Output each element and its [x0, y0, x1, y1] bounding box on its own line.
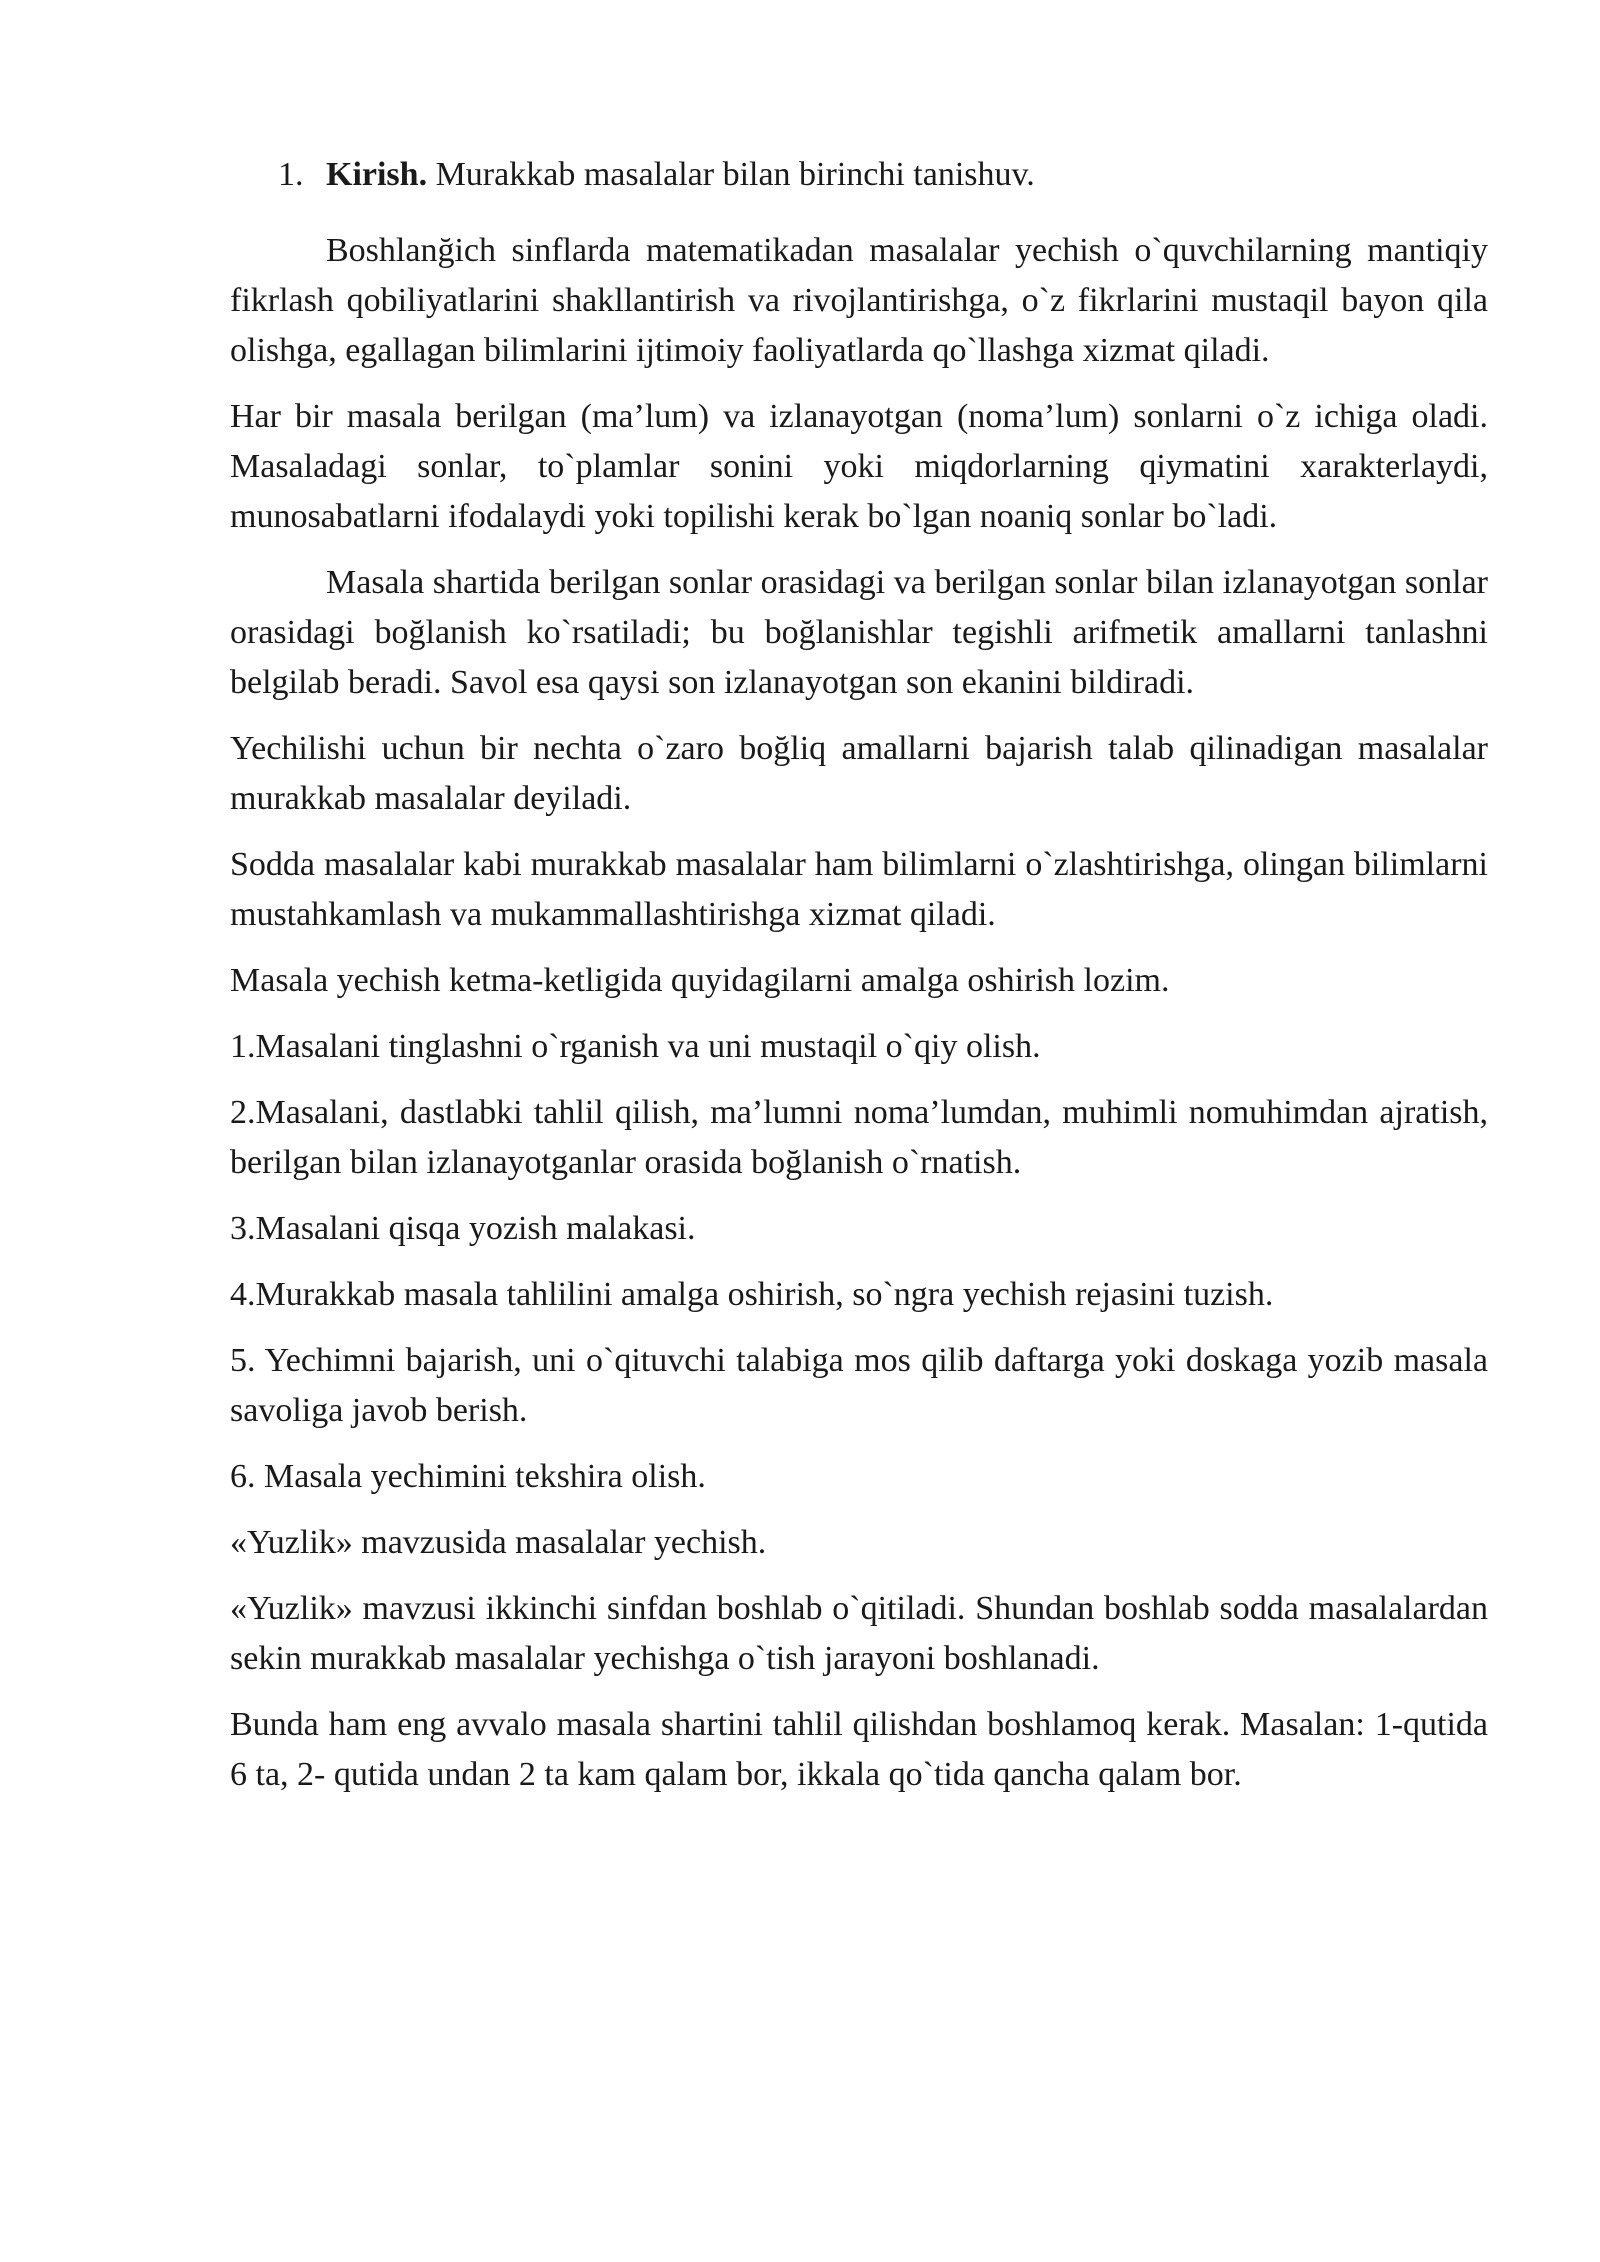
list-item-step-1: 1.Masalani tinglashni o`rganish va uni mustaqil o`qiy olish.	[230, 1028, 1041, 1065]
paragraph-condition: Masala shartida berilgan sonlar orasidagi va berilgan sonlar bilan izlanayotgan sonlar orasidagi boğlanish ko`rsatiladi; bu boğlanishlar tegishli arifmetik amallarni tanlashni belgilab beradi. Savol esa qaysi son izlanayotgan son ekanini bildiradi.	[230, 564, 1488, 701]
list-item-step-2: 2.Masalani, dastlabki tahlil qilish, ma’lumni noma’lumdan, muhimli nomuhimdan ajratish, berilgan bilan izlanayotganlar orasida boğlanish o`rnatish.	[230, 1094, 1488, 1181]
list-item-step-4: 4.Murakkab masala tahlilini amalga oshirish, so`ngra yechish rejasini tuzish.	[230, 1276, 1274, 1313]
paragraph-intro: Boshlanğich sinflarda matematikadan masalalar yechish o`quvchilarning mantiqiy fikrlash qobiliyatlarini shakllantirish va rivojlantirishga, o`z fikrlarini mustaqil bayon qila olishga, egallagan bilimlarini ijtimoiy faoliyatlarda qo`llashga xizmat qiladi.	[230, 232, 1488, 369]
list-item-step-5: 5. Yechimni bajarish, uni o`qituvchi talabiga mos qilib daftarga yoki doskaga yozib masala savoliga javob berish.	[230, 1342, 1488, 1429]
heading-subtitle: Murakkab masalalar bilan birinchi tanishuv.	[427, 156, 1035, 193]
paragraph-yuzlik-title: «Yuzlik» mavzusida masalalar yechish.	[230, 1524, 767, 1561]
list-item-step-6: 6. Masala yechimini tekshira olish.	[230, 1458, 706, 1495]
paragraph-known-unknown: Har bir masala berilgan (ma’lum) va izlanayotgan (noma’lum) sonlarni o`z ichiga oladi. Masaladagi sonlar, to`plamlar sonini yoki miqdorlarning qiymatini xarakterlaydi, munosabatlarni ifodalaydi yoki topilishi kerak bo`lgan noaniq sonlar bo`ladi.	[230, 398, 1488, 535]
paragraph-simple-vs-complex: Sodda masalalar kabi murakkab masalalar ham bilimlarni o`zlashtirishga, olingan bilimlarni mustahkamlash va mukammallashtirishga xizmat qiladi.	[230, 846, 1488, 933]
paragraph-yuzlik-topic: «Yuzlik» mavzusi ikkinchi sinfdan boshlab o`qitiladi. Shundan boshlab sodda masalalardan sekin murakkab masalalar yechishga o`tish jarayoni boshlanadi.	[230, 1590, 1488, 1677]
heading-title: Kirish.	[326, 156, 428, 193]
section-heading	[230, 150, 1488, 200]
heading-number: 1.	[278, 156, 304, 193]
document-body	[230, 150, 1488, 1800]
list-item-step-3: 3.Masalani qisqa yozish malakasi.	[230, 1210, 696, 1247]
paragraph-definition: Yechilishi uchun bir nechta o`zaro boğliq amallarni bajarish talab qilinadigan masalalar murakkab masalalar deyiladi.	[230, 730, 1488, 817]
paragraph-sequence-intro: Masala yechish ketma-ketligida quyidagilarni amalga oshirish lozim.	[230, 962, 1170, 999]
paragraph-example: Bunda ham eng avvalo masala shartini tahlil qilishdan boshlamoq kerak. Masalan: 1-qutida 6 ta, 2- qutida undan 2 ta kam qalam bor, ikkala qo`tida qancha qalam bor.	[230, 1706, 1488, 1793]
